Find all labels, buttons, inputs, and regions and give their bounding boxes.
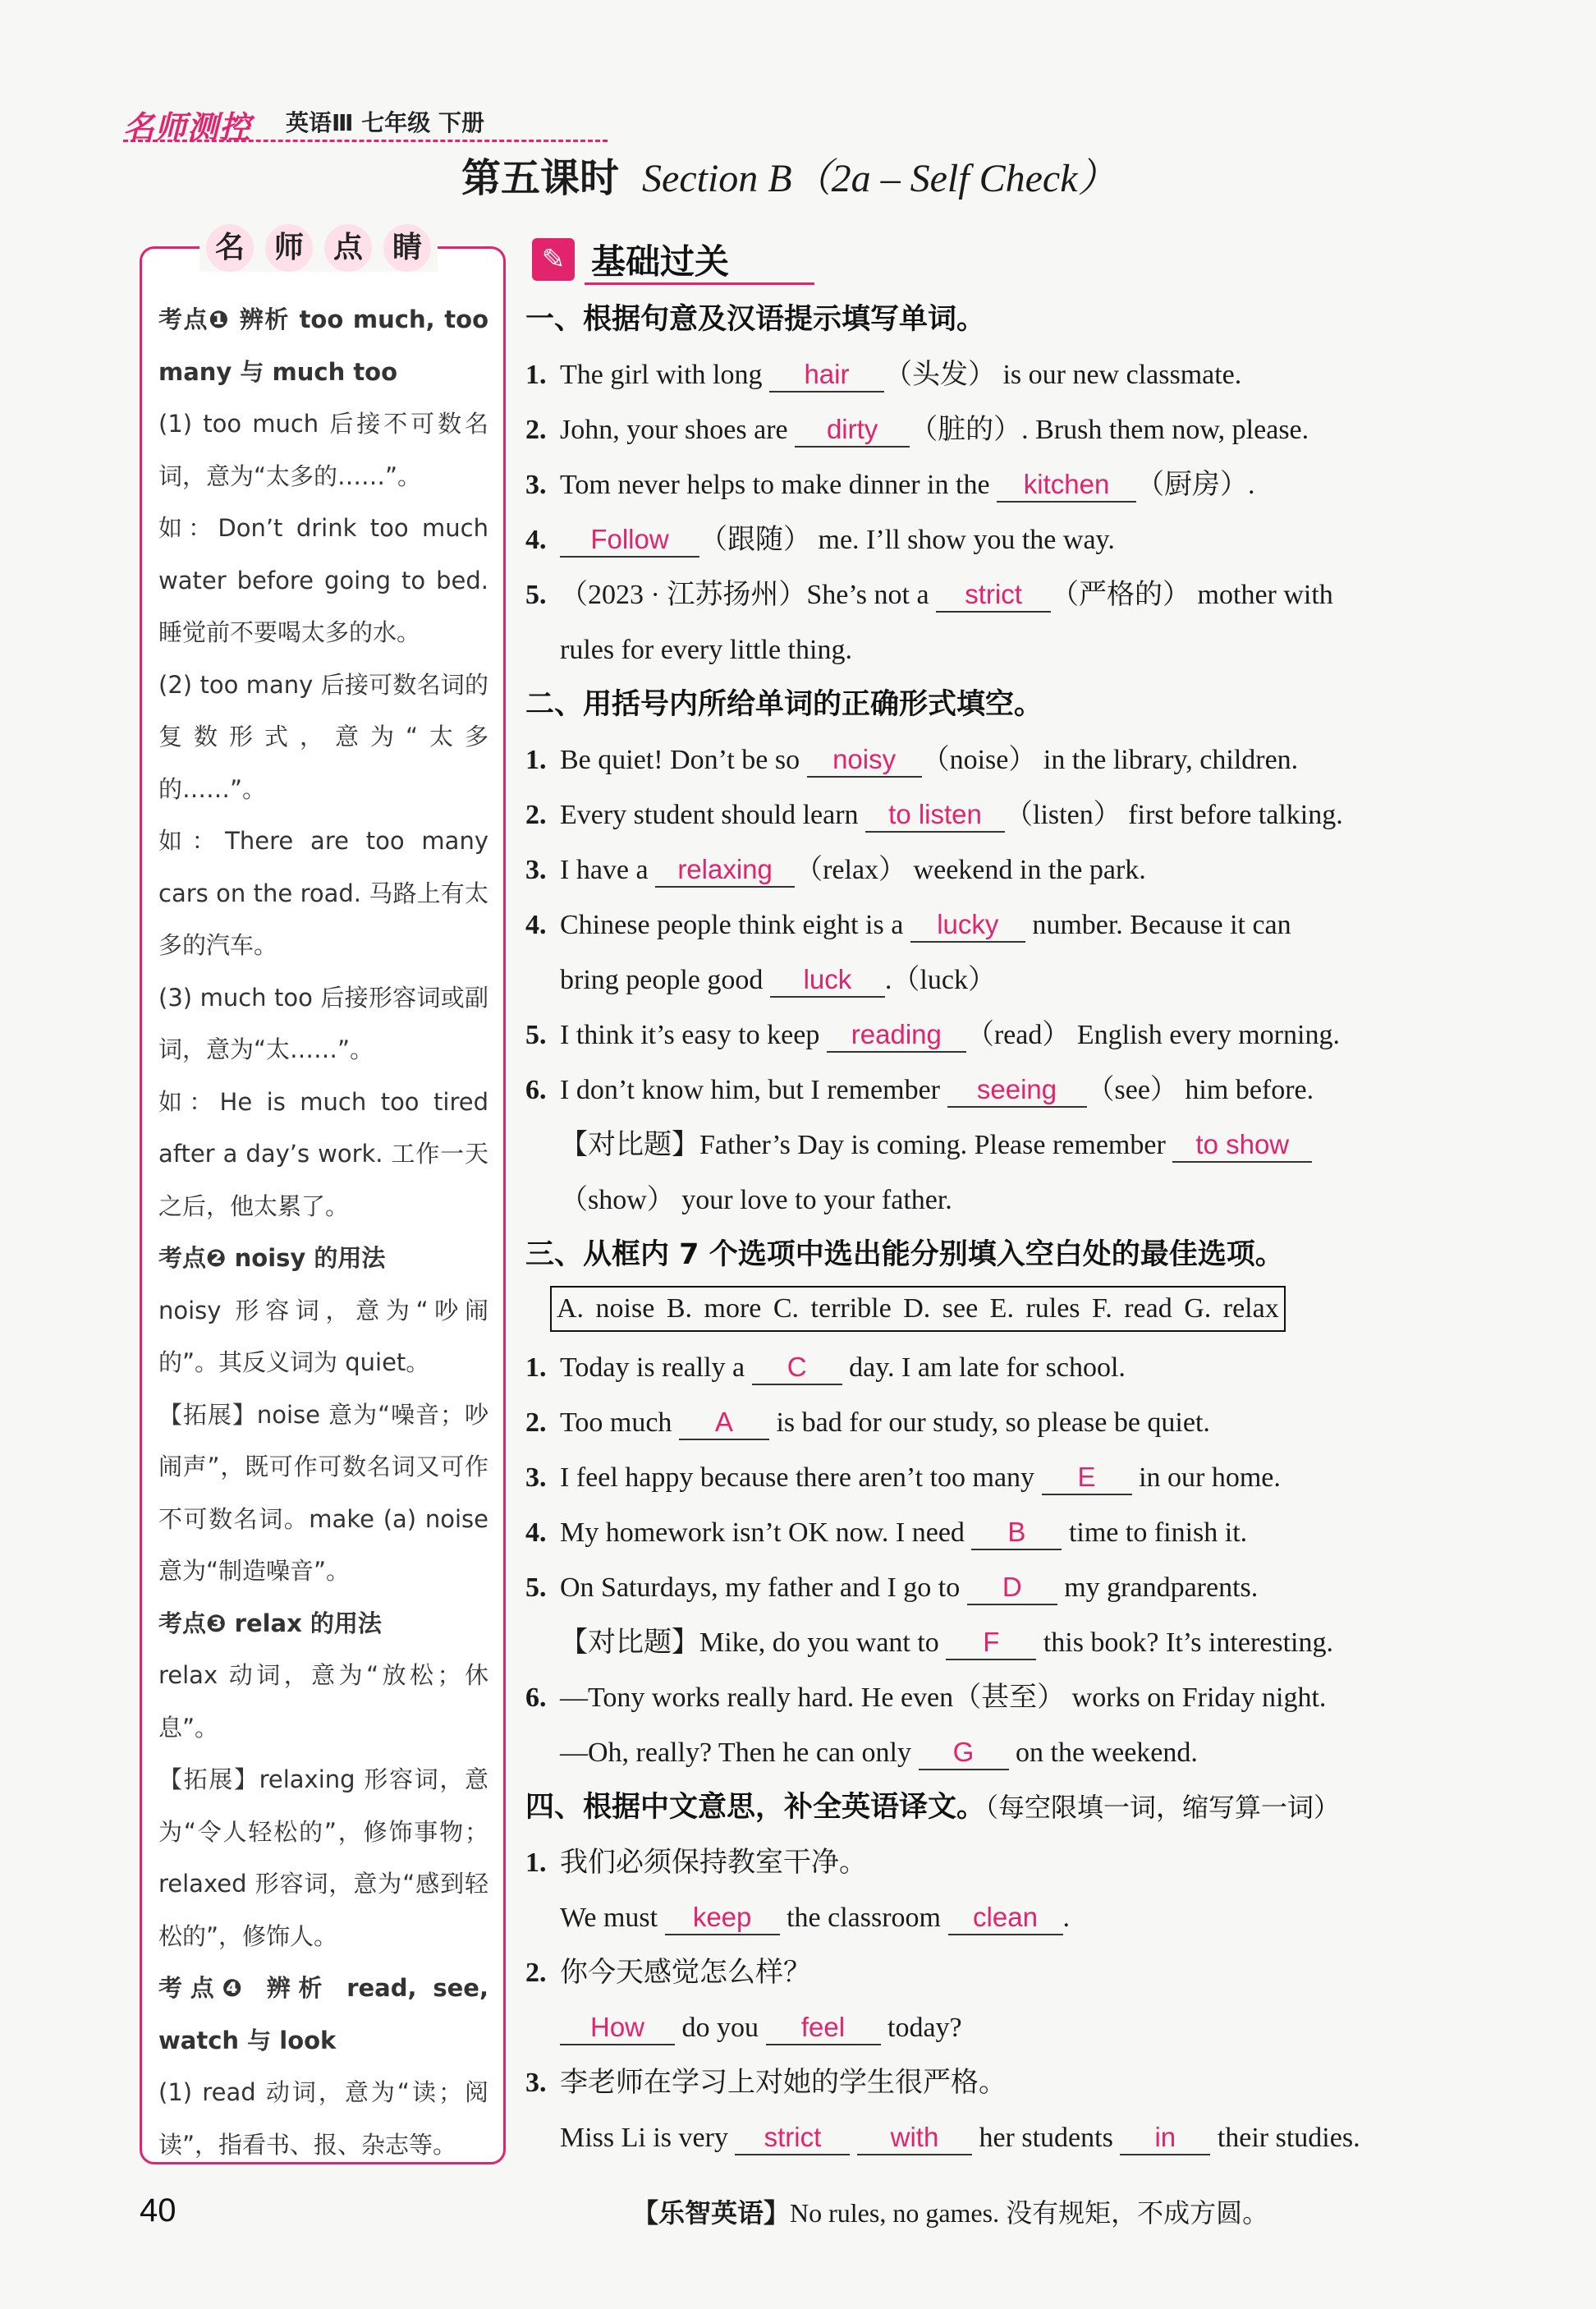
answer-blank[interactable]: hair bbox=[769, 358, 884, 392]
tip-paragraph: 【拓展】relaxing 形容词，意为“令人轻松的”，修饰事物；relaxed 形容词，意为“感到轻松的”，修饰人。 bbox=[158, 1765, 488, 1950]
question-line: 4. Follow （跟随） me. I’ll show you the way. bbox=[525, 512, 1494, 567]
answer-blank[interactable]: keep bbox=[665, 1901, 780, 1935]
question-line: 2. Too much A is bad for our study, so please be quiet. bbox=[525, 1395, 1494, 1450]
question-line: 4. My homework isn’t OK now. I need B time to finish it. bbox=[525, 1505, 1494, 1560]
answer-blank[interactable]: How bbox=[560, 2011, 675, 2045]
teacher-tips-panel bbox=[140, 231, 506, 2164]
answer-blank[interactable]: A bbox=[679, 1406, 769, 1440]
footer-quote: 【乐智英语】No rules, no games. 没有规矩，不成方圆。 bbox=[632, 2197, 1269, 2229]
answer-blank[interactable]: dirty bbox=[795, 413, 910, 448]
question-line: 3. Tom never helps to make dinner in the kitchen （厨房）. bbox=[525, 457, 1494, 512]
tip-paragraph: (2) too many 后接可数名词的复数形式，意为“太多的……”。 bbox=[158, 670, 488, 803]
point-1-title: 考点❶ 辨析 too much, too many 与 much too bbox=[158, 305, 488, 386]
question-line: 2. John, your shoes are dirty （脏的）. Brush them now, please. bbox=[525, 402, 1494, 457]
tip-paragraph: noisy 形容词，意为“吵闹的”。其反义词为 quiet。 bbox=[158, 1296, 488, 1376]
question-line-cont: rules for every little thing. bbox=[560, 635, 852, 665]
question-line: 5. On Saturdays, my father and I go to D my grandparents. bbox=[525, 1560, 1494, 1615]
tip-paragraph: relax 动词，意为“放松；休息”。 bbox=[158, 1661, 488, 1742]
translation-line: Miss Li is very strict with her students in their studies. bbox=[525, 2110, 1494, 2165]
question-line: 3. I have a relaxing （relax） weekend in the park. bbox=[525, 842, 1494, 897]
answer-blank[interactable]: seeing bbox=[947, 1073, 1087, 1108]
tip-paragraph: (3) much too 后接形容词或副词，意为“太……”。 bbox=[158, 983, 488, 1063]
answer-blank[interactable]: to listen bbox=[865, 798, 1005, 833]
answer-blank[interactable]: F bbox=[946, 1626, 1036, 1660]
part3-heading: 三、从框内 7 个选项中选出能分别填入空白处的最佳选项。 bbox=[525, 1238, 1284, 1271]
translation-line: We must keep the classroom clean . bbox=[525, 1890, 1494, 1945]
point-4-title: 考点❹ 辨析 read, see, watch 与 look bbox=[158, 1974, 488, 2054]
answer-blank[interactable]: B bbox=[971, 1516, 1062, 1550]
answer-blank[interactable]: G bbox=[919, 1736, 1009, 1770]
header bbox=[123, 97, 616, 146]
answer-blank[interactable]: in bbox=[1120, 2121, 1210, 2155]
point-2-title: 考点❷ noisy 的用法 bbox=[158, 1244, 386, 1272]
tip-paragraph: 【拓展】noise 意为“噪音；吵闹声”，既可作可数名词又可作不可数名词。make (a) noise 意为“制造噪音”。 bbox=[158, 1400, 488, 1585]
question-line: 1. The girl with long hair （头发） is our new classmate. bbox=[525, 347, 1494, 402]
answer-blank[interactable]: noisy bbox=[807, 743, 922, 778]
panel-body bbox=[158, 294, 488, 2171]
answer-blank[interactable]: C bbox=[752, 1351, 842, 1385]
answer-blank[interactable]: strict bbox=[936, 578, 1051, 613]
answer-blank[interactable]: D bbox=[967, 1571, 1057, 1605]
section-underline bbox=[585, 282, 814, 285]
tip-paragraph: (1) too much 后接不可数名词，意为“太多的……”。 bbox=[158, 410, 488, 490]
brand-logo: 名师测控 bbox=[123, 109, 252, 145]
book-info: 英语Ⅲ 七年级 下册 bbox=[286, 109, 484, 136]
question-line: 1. Be quiet! Don’t be so noisy （noise） in the library, children. bbox=[525, 732, 1494, 787]
section-label: 基础过关 bbox=[591, 241, 730, 282]
page-number: 40 bbox=[140, 2192, 177, 2229]
question-line: 2. Every student should learn to listen （listen） first before talking. bbox=[525, 787, 1494, 842]
answer-blank[interactable]: E bbox=[1042, 1461, 1132, 1495]
answer-blank[interactable]: to show bbox=[1172, 1128, 1312, 1163]
answer-blank[interactable]: relaxing bbox=[655, 853, 795, 888]
section-header bbox=[525, 230, 1494, 292]
answer-blank[interactable]: kitchen bbox=[997, 468, 1136, 503]
question-line: 2. 你今天感觉怎么样？ bbox=[525, 1958, 811, 1988]
answer-blank[interactable]: reading bbox=[827, 1018, 966, 1053]
question-line: 3. I feel happy because there aren’t too many E in our home. bbox=[525, 1450, 1494, 1505]
tip-paragraph: 如：There are too many cars on the road. 马路上有太多的汽车。 bbox=[158, 827, 488, 959]
question-line: 4. Chinese people think eight is a lucky number. Because it can bbox=[525, 897, 1494, 953]
answer-blank[interactable]: with bbox=[857, 2121, 972, 2155]
header-divider bbox=[123, 140, 608, 142]
part2-heading: 二、用括号内所给单词的正确形式填空。 bbox=[525, 688, 1043, 721]
options-box: A. noise B. more C. terrible D. see E. rules F. read G. relax bbox=[550, 1286, 1286, 1332]
question-line: 6. —Tony works really hard. He even（甚至） works on Friday night. bbox=[525, 1682, 1327, 1713]
part4-heading: 四、根据中文意思，补全英语译文。（每空限填一词，缩写算一词） bbox=[525, 1791, 1341, 1824]
question-line-cont: —Oh, really? Then he can only G on the weekend. bbox=[525, 1725, 1494, 1780]
part1-heading: 一、根据句意及汉语提示填写单词。 bbox=[525, 303, 986, 336]
question-line: 5. I think it’s easy to keep reading （read） English every morning. bbox=[525, 1008, 1494, 1063]
answer-blank[interactable]: Follow bbox=[560, 523, 699, 558]
tip-paragraph: (1) read 动词，意为“读；阅读”，指看书、报、杂志等。 bbox=[158, 2078, 488, 2159]
question-line: 6. I don’t know him, but I remember seeing （see） him before. bbox=[525, 1063, 1494, 1118]
compare-question: 【对比题】Father’s Day is coming. Please remember to show bbox=[525, 1118, 1494, 1173]
answer-blank[interactable]: luck bbox=[770, 963, 885, 998]
question-line: 1. 我们必须保持教室干净。 bbox=[525, 1848, 867, 1878]
question-line-cont: （show） your love to your father. bbox=[560, 1185, 952, 1215]
answer-blank[interactable]: lucky bbox=[910, 908, 1025, 943]
exercise-area bbox=[525, 230, 1494, 2165]
question-line-cont: bring people good luck .（luck） bbox=[525, 953, 1494, 1008]
answer-blank[interactable]: strict bbox=[735, 2121, 850, 2155]
tip-paragraph: 如：He is much too tired after a day’s work. 工作一天之后，他太累了。 bbox=[158, 1087, 488, 1220]
pencil-icon: ✎ bbox=[532, 238, 575, 281]
question-line: 3. 李老师在学习上对她的学生很严格。 bbox=[525, 2068, 1007, 2098]
lesson-title: 第五课时 Section B（2a – Self Check） bbox=[461, 155, 1117, 201]
tip-paragraph: 如：Don’t drink too much water before going to bed. 睡觉前不要喝太多的水。 bbox=[158, 514, 488, 646]
question-line: 5. （2023 · 江苏扬州）She’s not a strict （严格的） mother with bbox=[525, 567, 1494, 622]
point-3-title: 考点❸ relax 的用法 bbox=[158, 1609, 382, 1637]
answer-blank[interactable]: clean bbox=[948, 1901, 1063, 1935]
question-line: 1. Today is really a C day. I am late for school. bbox=[525, 1340, 1494, 1395]
translation-line: How do you feel today? bbox=[525, 2000, 1494, 2055]
panel-title: 名 师 点 睛 bbox=[200, 224, 438, 272]
compare-question: 【对比题】Mike, do you want to F this book? It’s interesting. bbox=[525, 1615, 1494, 1670]
answer-blank[interactable]: feel bbox=[766, 2011, 881, 2045]
